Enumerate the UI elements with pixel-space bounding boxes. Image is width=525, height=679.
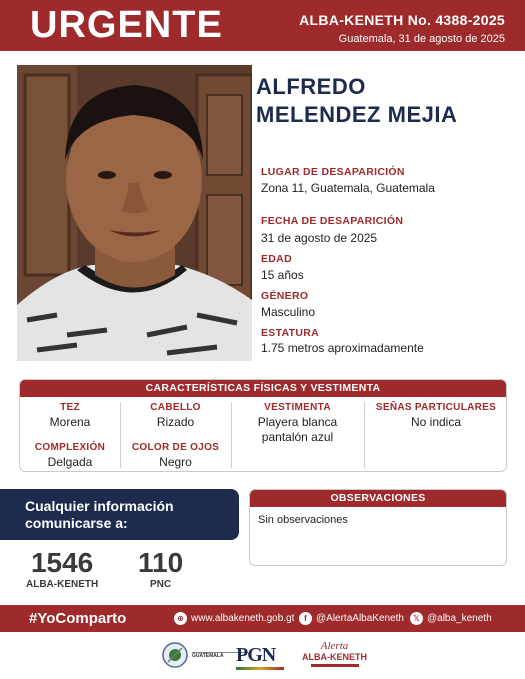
cell-complexion xyxy=(20,442,120,470)
phone-number: 1546 xyxy=(30,547,94,578)
person-name-line1: ALFREDO xyxy=(256,74,366,99)
x-text: @alba_keneth xyxy=(427,613,492,624)
logos-row xyxy=(0,640,525,674)
vestimenta-label: VESTIMENTA xyxy=(264,402,331,413)
complexion-value: Delgada xyxy=(47,455,93,469)
cell-tez xyxy=(20,402,120,430)
pgn-text: PGN xyxy=(236,644,276,666)
observations-title: OBSERVACIONES xyxy=(250,490,506,507)
person-name-line2: MELENDEZ MEJIA xyxy=(256,102,458,127)
field-value-place: Zona 11, Guatemala, Guatemala xyxy=(261,181,435,195)
alba-keneth-text: ALBA-KENETH xyxy=(302,652,367,662)
contact-line2: comunicarse a: xyxy=(25,515,128,531)
cell-senas xyxy=(364,402,507,430)
cell-cabello xyxy=(120,402,231,430)
x-link[interactable] xyxy=(410,612,492,625)
website-text: www.albakeneth.gob.gt xyxy=(191,613,295,624)
gov-text: GUATEMALA xyxy=(192,652,224,659)
senas-value: No indica xyxy=(410,415,462,429)
header-banner xyxy=(0,0,525,51)
field-label-height: ESTATURA xyxy=(261,327,320,339)
senas-label: SEÑAS PARTICULARES xyxy=(375,402,497,413)
vestimenta-value-line1: Playera blanca xyxy=(257,415,338,429)
website-link[interactable] xyxy=(174,612,294,625)
phone-number: 110 xyxy=(138,547,184,578)
facebook-text: @AlertaAlbaKeneth xyxy=(316,613,404,624)
phone-pnc[interactable] xyxy=(138,548,183,590)
cell-vestimenta xyxy=(231,402,364,445)
vestimenta-value-line2: pantalón azul xyxy=(261,430,334,444)
alert-number: ALBA-KENETH No. 4388-2025 xyxy=(299,12,505,28)
x-icon: 𝕏 xyxy=(410,612,423,625)
cabello-value: Rizado xyxy=(156,415,195,429)
hashtag: #YoComparto xyxy=(29,610,127,627)
tez-value: Morena xyxy=(49,415,91,429)
alerta-text: Alerta xyxy=(320,640,349,652)
field-label-place: LUGAR DE DESAPARICIÓN xyxy=(261,166,405,178)
cell-ojos xyxy=(120,442,231,470)
urgent-title: URGENTE xyxy=(30,4,223,46)
observations-panel xyxy=(249,489,507,566)
person-name xyxy=(256,73,457,129)
pgn-logo xyxy=(236,644,284,670)
phone-alba-keneth[interactable] xyxy=(26,548,98,590)
alert-date: Guatemala, 31 de agosto de 2025 xyxy=(338,33,505,45)
field-label-gender: GÉNERO xyxy=(261,290,309,302)
missing-person-photo xyxy=(17,65,252,361)
facebook-link[interactable] xyxy=(299,612,404,625)
ojos-label: COLOR DE OJOS xyxy=(131,442,220,453)
field-value-gender: Masculino xyxy=(261,305,316,319)
phone-label: PNC xyxy=(150,579,172,590)
characteristics-title: CARACTERÍSTICAS FÍSICAS Y VESTIMENTA xyxy=(20,380,506,397)
ojos-value: Negro xyxy=(159,455,192,469)
phone-label: ALBA-KENETH xyxy=(26,579,99,590)
coat-of-arms-icon xyxy=(162,642,188,668)
complexion-label: COMPLEXIÓN xyxy=(34,442,106,453)
footer-banner xyxy=(0,605,525,632)
observations-text: Sin observaciones xyxy=(258,514,348,526)
field-label-age: EDAD xyxy=(261,253,292,265)
field-value-height: 1.75 metros aproximadamente xyxy=(261,341,424,355)
field-value-date: 31 de agosto de 2025 xyxy=(261,231,378,245)
globe-icon: ⊕ xyxy=(174,612,187,625)
contact-line1: Cualquier información xyxy=(25,498,174,514)
cabello-label: CABELLO xyxy=(150,402,201,413)
contact-box xyxy=(0,489,239,540)
tez-label: TEZ xyxy=(60,402,80,413)
field-value-age: 15 años xyxy=(261,268,304,282)
alerta-alba-keneth-logo xyxy=(302,640,367,667)
field-label-date: FECHA DE DESAPARICIÓN xyxy=(261,215,404,227)
facebook-icon: f xyxy=(299,612,312,625)
characteristics-panel xyxy=(19,379,507,472)
